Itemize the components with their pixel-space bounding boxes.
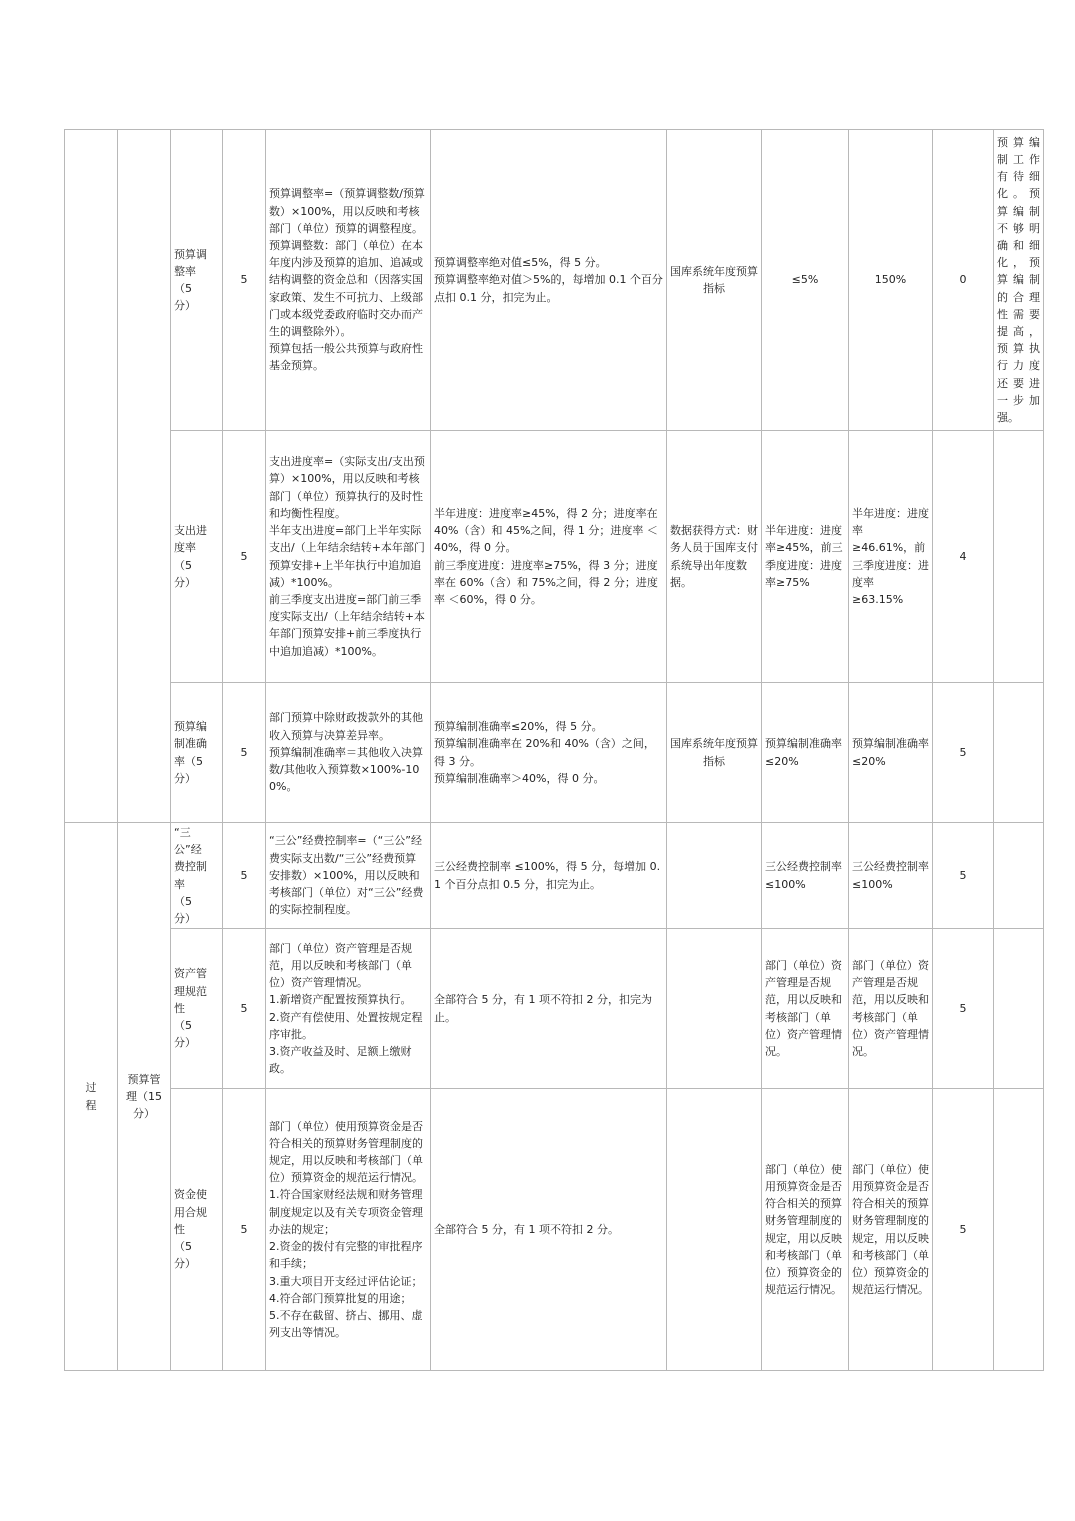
- indicator-cell: 资金使 用合规 性 （5 分）: [171, 1089, 223, 1371]
- evaluation-table: [64, 129, 1044, 1371]
- note-cell: [994, 1089, 1044, 1371]
- level1-cell: [65, 130, 118, 823]
- score-cell: 5: [933, 929, 994, 1089]
- note-cell: [994, 823, 1044, 929]
- source-cell: [667, 1089, 762, 1371]
- actual-cell: 部门（单位）使用预算资金是否符合相关的预算财务管理制度的规定，用以反映和考核部门（单位）预算资金的规范运行情况。: [849, 1089, 933, 1371]
- table-row: [65, 1089, 1044, 1371]
- actual-cell: 150%: [849, 130, 933, 431]
- note-cell: [994, 929, 1044, 1089]
- definition-cell: 部门（单位）使用预算资金是否符合相关的预算财务管理制度的规定，用以反映和考核部门（单位）预算资金的规范运行情况。 1.符合国家财经法规和财务管理制度规定以及有关专项资金管理办法的规定； 2.资金的拨付有完整的审批程序和手续； 3.重大项目开支经过评估论证； 4.符合部门预算批复的用途； 5.不存在截留、挤占、挪用、虚列支出等情况。: [266, 1089, 431, 1371]
- score-cell: 5: [933, 683, 994, 823]
- criteria-cell: 预算调整率绝对值≤5%，得 5 分。 预算调整率绝对值＞5%的，每增加 0.1 个百分点扣 0.1 分，扣完为止。: [431, 130, 667, 431]
- source-cell: 数据获得方式：财务人员于国库支付系统导出年度数据。: [667, 431, 762, 683]
- target-cell: ≤5%: [762, 130, 849, 431]
- criteria-cell: 半年进度：进度率≥45%，得 2 分；进度率在 40%（含）和 45%之间，得 1 分；进度率 ＜40%，得 0 分。 前三季度进度：进度率≥75%，得 3 分；进度率在 60%（含）和 75%之间，得 2 分；进度率 ＜60%，得 0 分。: [431, 431, 667, 683]
- actual-cell: 预算编制准确率≤20%: [849, 683, 933, 823]
- definition-cell: 部门预算中除财政拨款外的其他收入预算与决算差异率。 预算编制准确率＝其他收入决算数/其他收入预算数×100%-100%。: [266, 683, 431, 823]
- target-cell: 预算编制准确率≤20%: [762, 683, 849, 823]
- note-cell: [994, 431, 1044, 683]
- level2-cell: [118, 130, 171, 823]
- actual-cell: 半年进度：进度率 ≥46.61%，前三季度进度：进度率 ≥63.15%: [849, 431, 933, 683]
- indicator-cell: “三 公”经 费控制 率 （5 分）: [171, 823, 223, 929]
- target-cell: 半年进度：进度率≥45%，前三季度进度：进度率≥75%: [762, 431, 849, 683]
- table-row: [65, 929, 1044, 1089]
- table-row: [65, 823, 1044, 929]
- target-cell: 部门（单位）使用预算资金是否符合相关的预算财务管理制度的规定，用以反映和考核部门（单位）预算资金的规范运行情况。: [762, 1089, 849, 1371]
- source-cell: 国库系统年度预算指标: [667, 130, 762, 431]
- indicator-cell: 资产管 理规范 性 （5 分）: [171, 929, 223, 1089]
- score-cell: 5: [933, 1089, 994, 1371]
- source-cell: [667, 929, 762, 1089]
- weight-cell: 5: [223, 683, 266, 823]
- criteria-cell: 全部符合 5 分，有 1 项不符扣 2 分。: [431, 1089, 667, 1371]
- indicator-cell: 预算调 整率 （5 分）: [171, 130, 223, 431]
- weight-cell: 5: [223, 823, 266, 929]
- target-cell: 三公经费控制率 ≤100%: [762, 823, 849, 929]
- source-cell: [667, 823, 762, 929]
- weight-cell: 5: [223, 431, 266, 683]
- score-cell: 4: [933, 431, 994, 683]
- score-cell: 5: [933, 823, 994, 929]
- note-cell: 预算编制工作有待细化。预算编制不够明确和细化，预算编制的合理性需要提高，预算执行力度还要进一步加强。: [994, 130, 1044, 431]
- level1-cell: 过 程: [65, 823, 118, 1371]
- table-row: [65, 431, 1044, 683]
- target-cell: 部门（单位）资产管理是否规范，用以反映和考核部门（单位）资产管理情况。: [762, 929, 849, 1089]
- weight-cell: 5: [223, 1089, 266, 1371]
- source-cell: 国库系统年度预算指标: [667, 683, 762, 823]
- definition-cell: 部门（单位）资产管理是否规范，用以反映和考核部门（单位）资产管理情况。 1.新增资产配置按预算执行。 2.资产有偿使用、处置按规定程序审批。 3.资产收益及时、足额上缴财政。: [266, 929, 431, 1089]
- actual-cell: 三公经费控制率 ≤100%: [849, 823, 933, 929]
- indicator-cell: 支出进 度率 （5 分）: [171, 431, 223, 683]
- definition-cell: 支出进度率=（实际支出/支出预算）×100%，用以反映和考核部门（单位）预算执行的及时性和均衡性程度。 半年支出进度=部门上半年实际支出/（上年结余结转+本年部门预算安排+上半年执行中追加追减）*100%。 前三季度支出进度=部门前三季度实际支出/（上年结余结转+本年部门预算安排+前三季度执行中追加追减）*100%。: [266, 431, 431, 683]
- level2-cell: 预算管 理（15 分）: [118, 823, 171, 1371]
- weight-cell: 5: [223, 130, 266, 431]
- score-cell: 0: [933, 130, 994, 431]
- definition-cell: 预算调整率=（预算调整数/预算数）×100%，用以反映和考核部门（单位）预算的调整程度。 预算调整数：部门（单位）在本年度内涉及预算的追加、追减或结构调整的资金总和（因落实国家政策、发生不可抗力、上级部门或本级党委政府临时交办而产生的调整除外）。 预算包括一般公共预算与政府性基金预算。: [266, 130, 431, 431]
- actual-cell: 部门（单位）资产管理是否规范，用以反映和考核部门（单位）资产管理情况。: [849, 929, 933, 1089]
- note-cell: [994, 683, 1044, 823]
- table-row: [65, 683, 1044, 823]
- table-row: [65, 130, 1044, 431]
- criteria-cell: 三公经费控制率 ≤100%，得 5 分，每增加 0.1 个百分点扣 0.5 分，扣完为止。: [431, 823, 667, 929]
- definition-cell: “三公”经费控制率=（“三公”经费实际支出数/“三公”经费预算安排数）×100%，用以反映和考核部门（单位）对“三公”经费的实际控制程度。: [266, 823, 431, 929]
- weight-cell: 5: [223, 929, 266, 1089]
- criteria-cell: 全部符合 5 分，有 1 项不符扣 2 分，扣完为止。: [431, 929, 667, 1089]
- indicator-cell: 预算编 制准确 率（5 分）: [171, 683, 223, 823]
- criteria-cell: 预算编制准确率≤20%，得 5 分。 预算编制准确率在 20%和 40%（含）之间，得 3 分。 预算编制准确率＞40%，得 0 分。: [431, 683, 667, 823]
